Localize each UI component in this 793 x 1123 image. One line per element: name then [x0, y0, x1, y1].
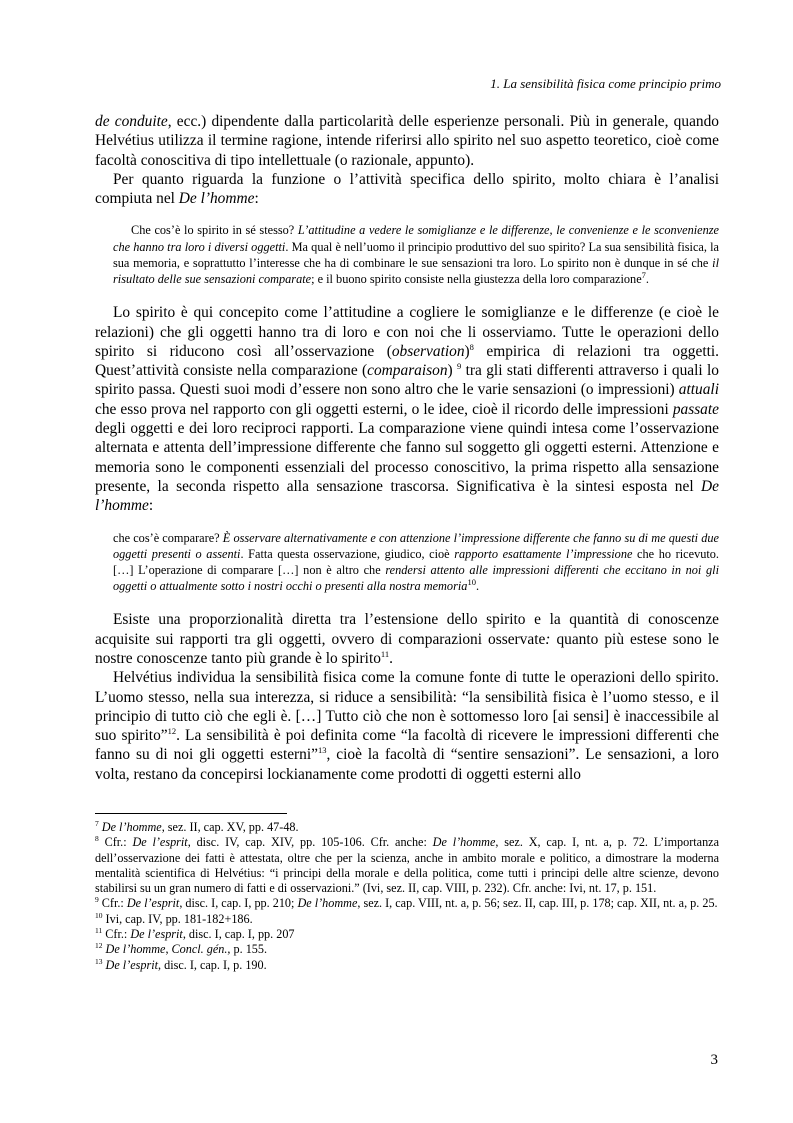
- page-number: 3: [710, 1052, 718, 1068]
- footnote-ref: 13: [317, 745, 327, 756]
- block-quote-1: [95, 222, 719, 287]
- footnote-ref: 12: [167, 726, 177, 737]
- footnote-ref: 7: [95, 818, 99, 828]
- footnotes: [95, 820, 719, 973]
- paragraph-3: Lo spirito è qui concepito come l’attitudine a cogliere le somiglianze e le differenze (e cioè le relazioni) che gli oggetti hanno tra di loro e con noi che li osserviamo. Tutte le operazioni dello spirito si riducono così all’osservazione (observation)$^8$ empirica di relazioni tra oggetti. Quest’attività consiste nella comparazione (comparaison) $^9$ tra gli stati differenti attraverso i quali lo spirito passa. Questi suoi modi d’essere non sono altro che le varie sensazioni (o impressioni) attuali che esso prova nel rapporto con gli oggetti esterni, o le idee, cioè il ricordo delle impressioni passate degli oggetti e dei loro reciproci rapporti. La comparazione viene quindi intesa come l’osservazione alternata e attenta dell’impressione differente che fanno sul soggetto gli oggetti esterni. Attenzione e memoria sono le componenti essenziali del processo conoscitivo, la prima rispetto alla sensazione presente, la seconda rispetto alla sensazione trascorsa. Significativa è la sintesi esposta nel De l’homme:: [95, 304, 719, 515]
- footnote-ref: 11: [95, 926, 103, 936]
- running-header: 1. La sensibilità fisica come principio primo: [490, 76, 721, 91]
- footnote-ref: 10: [95, 910, 103, 920]
- footnote-ref: 8: [469, 341, 474, 352]
- footnote-13: $^{13}$ De l’esprit, disc. I, cap. I, p. 190.: [95, 956, 267, 972]
- footnote-9: $^9$ Cfr.: De l’esprit, disc. I, cap. I, pp. 210; De l’homme, sez. I, cap. VIII, nt. a, p. 56; sez. II, cap. III, p. 178; cap. XII, nt. a, p. 25.: [95, 895, 718, 911]
- footnote-ref: 10: [467, 577, 476, 588]
- footnote-12: $^{12}$ De l’homme, Concl. gén., p. 155.: [95, 941, 268, 957]
- footnote-ref: 9: [457, 361, 462, 372]
- block-quote-2: [95, 530, 719, 595]
- main-text: [95, 112, 719, 784]
- footnote-7: $^7$ De l’homme, sez. II, cap. XV, pp. 47-48.: [95, 818, 299, 834]
- footnote-rule: [95, 813, 287, 814]
- footnote-ref: 8: [95, 834, 99, 844]
- footnote-11: $^{11}$ Cfr.: De l’esprit, disc. I, cap. I, pp. 207: [95, 926, 295, 942]
- paragraph-2: Per quanto riguarda la funzione o l’attività specifica dello spirito, molto chiara è l’analisi compiuta nel De l’homme:: [95, 170, 719, 208]
- paragraph-5: Helvétius individua la sensibilità fisica come la comune fonte di tutte le operazioni dello spirito. L’uomo stesso, nella sua interezza, si riduce a sensibilità: “la sensibilità fisica è l’uomo stesso, e il principio di tutto ciò che egli è. […] Tutto ciò che non è sottomesso loro [ai sensi] è inaccessibile al suo spirito”$^{12}$. La sensibilità è poi definita come “la facoltà di ricevere le impressioni differenti che fanno su di noi gli oggetti esterni”$^{13}$, cioè la facoltà di “sentire sensazioni”. Le sensazioni, a loro volta, restano da concepirsi lockianamente come prodotti di oggetti esterni allo: [95, 669, 719, 783]
- footnote-ref: 13: [95, 956, 103, 966]
- footnote-ref: 9: [95, 895, 99, 905]
- quote-1-text: Che cos’è lo spirito in sé stesso? L’attitudine a vedere le somiglianze e le differenze, le convenienze e le sconvenienze che hanno tra loro i diversi oggetti. Ma qual è nell’uomo il principio produttivo del suo spirito? La sua sensibilità fisica, la sua memoria, e soprattutto l’interesse che ha di combinare le sue sensazioni tra loro. Lo spirito non è dunque in sé che il risultato delle sue sensazioni comparate; e il buono spirito consiste nella giustezza della loro comparazione$^7$.: [113, 223, 719, 287]
- quote-2-text: che cos’è comparare? È osservare alternativamente e con attenzione l’impressione differente che fanno su di me questi due oggetti presenti o assenti. Fatta questa osservazione, giudico, cioè rapporto esattamente l’impressione che ho ricevuto. […] L’operazione di comparare […] non è altro che rendersi attento alle impressioni differenti che eccitano in noi gli oggetti o attualmente sotto i nostri occhi o presenti alla nostra memoria$^{10}$.: [113, 530, 720, 594]
- footnote-8: $^8$ Cfr.: De l’esprit, disc. IV, cap. XIV, pp. 105-106. Cfr. anche: De l’homme, sez. X, cap. I, nt. a, p. 72. L’importanza dell’osservazione dei fatti è attestata, oltre che per la scienza, anche in ambito morale e politico, a dimostrare la moderna mentalità scientifica di Helvétius: “i principi della morale e della politica, come tutti i principi delle altre scienze, devono stabilirsi su un gran numero di fatti e di osservazioni.” (Ivi, sez. II, cap. VIII, p. 232). Cfr. anche: Ivi, nt. 17, p. 151.: [95, 834, 720, 896]
- footnote-ref: 11: [380, 648, 390, 659]
- footnote-10: $^{10}$ Ivi, cap. IV, pp. 181-182+186.: [95, 910, 253, 926]
- footnote-ref: 7: [641, 270, 646, 280]
- footnote-ref: 12: [95, 941, 103, 951]
- paragraph-1: de conduite, ecc.) dipendente dalla particolarità delle esperienze personali. Più in generale, quando Helvétius utilizza il termine ragione, intende riferirsi allo spirito nel suo aspetto teoretico, cioè come facoltà conoscitiva di tipo intellettuale (o razionale, appunto).: [95, 113, 719, 169]
- paragraph-4: Esiste una proporzionalità diretta tra l’estensione dello spirito e la quantità di conoscenze acquisite sui rapporti tra gli oggetti, ovvero di comparazioni osservate: quanto più estese sono le nostre conoscenze tanto più grande è lo spirito$^{11}$.: [95, 611, 719, 667]
